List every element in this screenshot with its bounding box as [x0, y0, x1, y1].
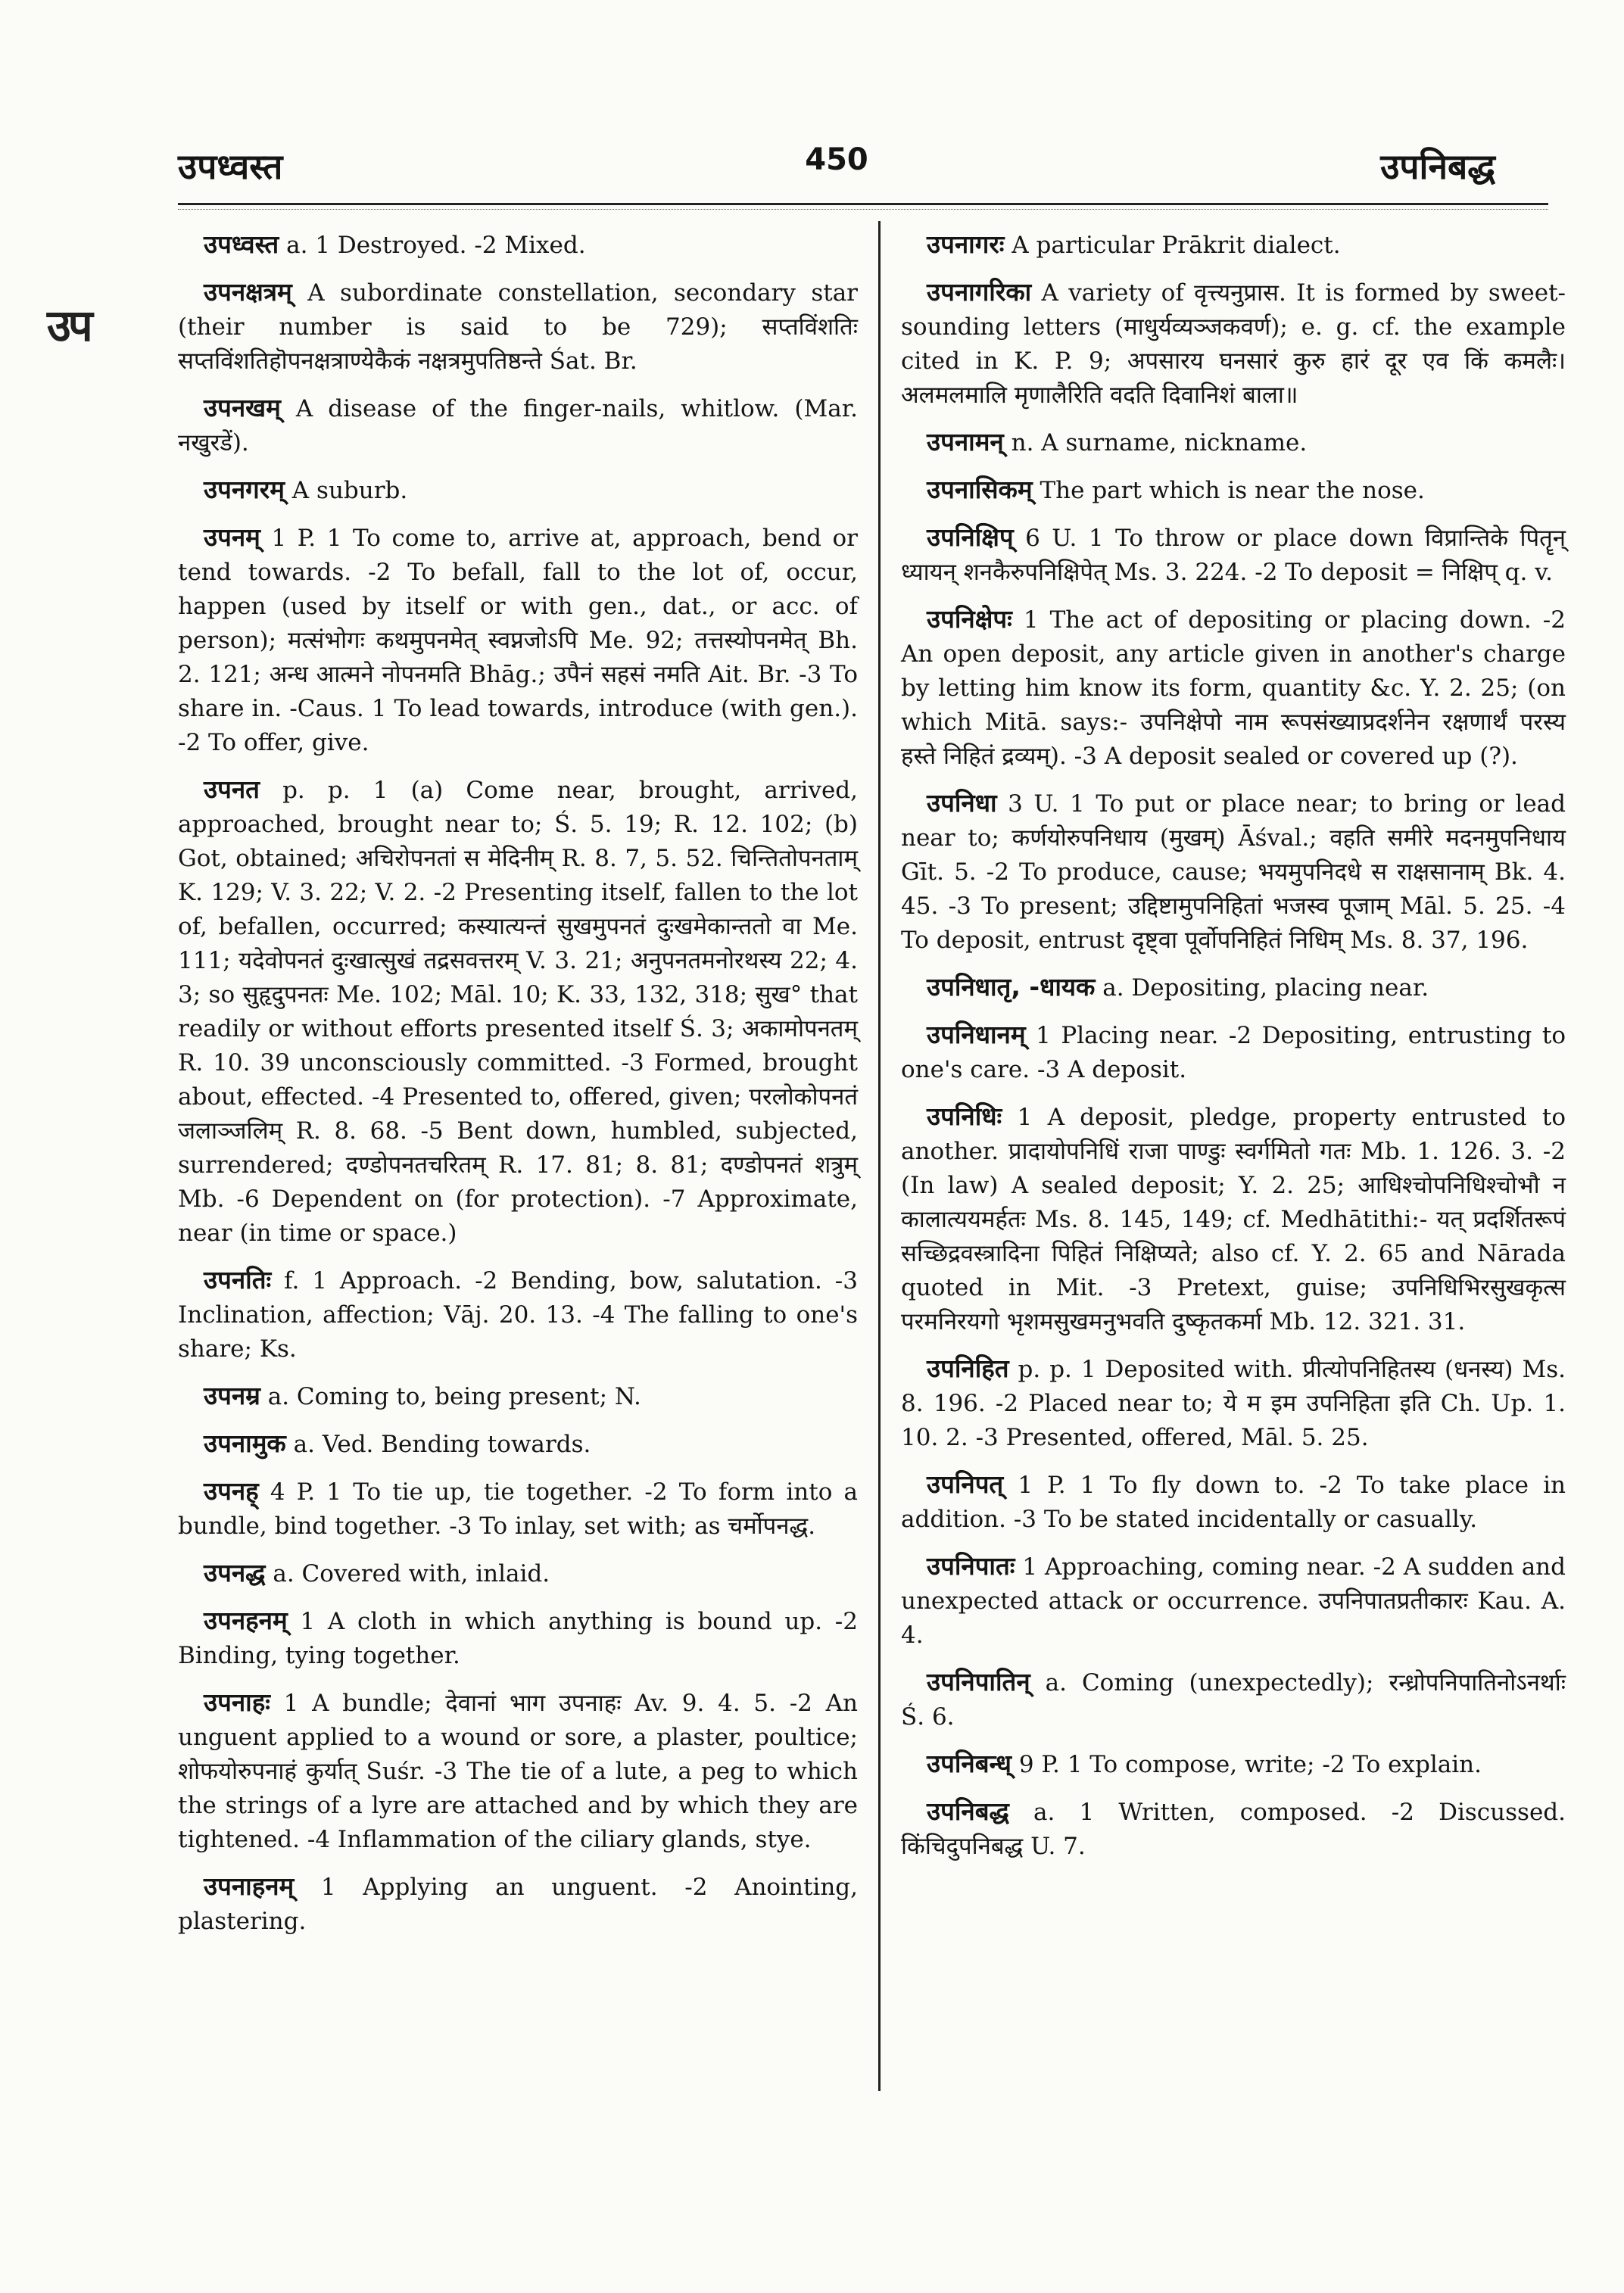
dictionary-entry — [178, 227, 858, 263]
entry-headword: उपनद्ध — [204, 1558, 266, 1587]
entry-headword: उपनामन् — [927, 427, 1004, 456]
entry-definition: p. p. 1 (a) Come near, brought, arrived, approached, brought near to; Ś. 5. 19; R. 12. 102; (b) Got, obtained; अचिरोपनतां स मेदिनीम् R. 8. 7, 5. 52. चिन्तितोपनताम् K. 129; V. 3. 22; V. 2. -2 Presenting itself, fallen to the lot of, befallen, occurred; कस्यात्यन्तं सुखमुपनतं दुःखमेकान्ततो वा Me. 111; यदेवोपनतं दुःखात्सुखं तद्रसवत्तरम् V. 3. 21; अनुपनतमनोरथस्य 22; 4. 3; so सुहृदुपनतः Me. 102; Māl. 10; K. 33, 132, 318; सुख° that readily or without efforts presented itself Ś. 3; अकामोपनतम् R. 10. 39 unconsciously committed. -3 Formed, brought about, effected. -4 Presented to, offered, given; परलोकोपनतं जलाञ्जलिम् R. 8. 68. -5 Bent down, humbled, subjected, surrendered; दण्डोपनतचरितम् R. 17. 81; 8. 81; दण्डोपनतं शत्रुम् Mb. -6 Dependent on (for protection). -7 Approximate, near (in time or space.) — [178, 777, 858, 1247]
entry-headword: उपनागरिका — [927, 277, 1032, 307]
entry-definition: 3 U. 1 To put or place near; to bring or lead near to; कर्णयोरुपनिधाय (मुखम्) Āśval.; वहति समीरे मदनमुपनिधाय Gīt. 5. -2 To produce, cause; भयमुपनिदधे स राक्षसानाम् Bk. 4. 45. -3 To present; उद्दिष्टामुपनिहितां भजस्व पूजाम् Māl. 5. 25. -4 To deposit, entrust दृष्ट्वा पूर्वोपनिहितं निधिम् Ms. 8. 37, 196. — [901, 790, 1566, 954]
entry-headword: उपनक्षत्रम् — [204, 277, 292, 307]
dictionary-entry — [178, 391, 858, 460]
dictionary-entry — [178, 772, 858, 1251]
entry-headword: उपनगरम् — [204, 475, 285, 504]
entry-headword: उपनाहनम् — [204, 1871, 295, 1901]
column-divider — [878, 221, 881, 2091]
dictionary-entry — [901, 602, 1566, 774]
entry-definition: A subordinate constellation, secondary star (their number is said to be 729); सप्तविंशतिः सप्तविंशतिहॊपनक्षत्राण्येकैकं नक्षत्रमुपतिष्ठन्ते Śat. Br. — [178, 279, 858, 375]
entry-definition: a. Coming (unexpectedly); रन्ध्रोपनिपातिनोऽनर्थाः Ś. 6. — [901, 1669, 1566, 1731]
entry-headword: उपनत — [204, 774, 260, 804]
entry-definition: a. Ved. Bending towards. — [285, 1431, 591, 1458]
entry-definition: a. 1 Written, composed. -2 Discussed. किंचिदुपनिबद्ध U. 7. — [901, 1799, 1566, 1860]
entry-definition: a. 1 Destroyed. -2 Mixed. — [279, 232, 586, 259]
entry-headword: उपनिधिः — [927, 1101, 1002, 1131]
right-column — [901, 227, 1566, 1876]
entry-definition: 1 Applying an unguent. -2 Anointing, plastering. — [178, 1874, 858, 1935]
entry-definition: A suburb. — [284, 477, 408, 504]
entry-definition: a. Coming to, being present; N. — [260, 1383, 641, 1410]
dictionary-entry — [901, 425, 1566, 460]
dictionary-entry — [901, 275, 1566, 413]
dictionary-entry — [178, 1556, 858, 1591]
dictionary-entry — [901, 1746, 1566, 1782]
dictionary-entry — [178, 1474, 858, 1544]
entry-headword: उपनहनम् — [204, 1606, 288, 1635]
entry-definition: 1 Approaching, coming near. -2 A sudden and unexpected attack or occurrence. उपनिपातप्रतीकारः Kau. A. 4. — [901, 1553, 1566, 1649]
dictionary-entry — [901, 1549, 1566, 1653]
entry-headword: उपनिपत् — [927, 1469, 1004, 1499]
entry-definition: a. Depositing, placing near. — [1095, 974, 1429, 1002]
entry-headword: उपनासिकम् — [927, 475, 1033, 504]
dictionary-entry — [901, 786, 1566, 958]
entry-definition: 1 Placing near. -2 Depositing, entrusting to one's care. -3 A deposit. — [901, 1022, 1566, 1083]
entry-headword: उपनिबन्ध् — [927, 1749, 1011, 1778]
margin-thumb-index: उप — [47, 300, 90, 351]
entry-headword: उपनम् — [204, 522, 260, 552]
dictionary-entry — [178, 520, 858, 760]
entry-headword: उपनिधा — [927, 788, 997, 818]
entry-definition: p. p. 1 Deposited with. प्रीत्योपनिहितस्य (धनस्य) Ms. 8. 196. -2 Placed near to; ये म इम उपनिहिता इति Ch. Up. 1. 10. 2. -3 Presented, offered, Māl. 5. 25. — [901, 1356, 1566, 1451]
entry-headword: उपनिक्षेपः — [927, 604, 1012, 634]
entry-definition: 1 P. 1 To fly down to. -2 To take place in addition. -3 To be stated incidentally or casually. — [901, 1472, 1566, 1533]
entry-definition: 1 A bundle; देवानां भाग उपनाहः Av. 9. 4. 5. -2 An unguent applied to a wound or sore, a plaster, poultice; शोफयोरुपनाहं कुर्यात् Suśr. -3 The tie of a lute, a peg to which the strings of a lyre are attached and by which they are tightened. -4 Inflammation of the ciliary glands, stye. — [178, 1690, 858, 1853]
entry-definition: 1 A cloth in which anything is bound up. -2 Binding, tying together. — [178, 1608, 858, 1669]
page-number: 450 — [805, 142, 868, 177]
entry-headword: उपध्वस्त — [204, 229, 279, 259]
dictionary-entry — [901, 520, 1566, 590]
entry-definition: The part which is near the nose. — [1032, 477, 1425, 504]
dictionary-entry — [178, 1685, 858, 1857]
entry-definition: 6 U. 1 To throw or place down विप्रान्तिके पितॄन् ध्यायन् शनकैरुपनिक्षिपेत् Ms. 3. 224. -2 To deposit = निक्षिप् q. v. — [901, 525, 1566, 586]
left-column — [178, 227, 858, 1951]
entry-definition: n. A surname, nickname. — [1003, 429, 1308, 456]
page-header — [178, 142, 1495, 203]
entry-headword: उपनखम् — [204, 393, 281, 422]
dictionary-entry — [178, 1869, 858, 1939]
header-rule — [178, 203, 1548, 205]
entry-definition: 9 P. 1 To compose, write; -2 To explain. — [1011, 1751, 1482, 1778]
entry-definition: A particular Prākrit dialect. — [1004, 232, 1341, 259]
entry-definition: 4 P. 1 To tie up, tie together. -2 To form into a bundle, bind together. -3 To inlay, set with; as चर्मोपनद्ध. — [178, 1478, 858, 1540]
dictionary-entry — [901, 1794, 1566, 1864]
entry-headword: उपनाहः — [204, 1687, 270, 1717]
entry-headword: उपनिधातृ, -धायक — [927, 972, 1096, 1002]
entry-definition: A disease of the finger-nails, whitlow. (Mar. नखुरडें). — [178, 395, 858, 456]
entry-headword: उपनिपातः — [927, 1551, 1015, 1581]
dictionary-entry — [178, 1263, 858, 1366]
entry-headword: उपनिपातिन् — [927, 1667, 1030, 1696]
dictionary-entry — [901, 970, 1566, 1005]
dictionary-entry — [901, 472, 1566, 508]
dictionary-entry — [901, 1099, 1566, 1339]
entry-definition: 1 A deposit, pledge, property entrusted to another. प्रादायोपनिधिं राजा पाण्डुः स्वर्गमितो गतः Mb. 1. 126. 3. -2 (In law) A sealed deposit; Y. 2. 25; आधिश्चोपनिधिश्चोभौ न कालात्ययमर्हतः Ms. 8. 145, 149; cf. Medhātithi:- यत् प्रदर्शितरूपं सच्छिद्रवस्त्रादिना पिहितं निक्षिप्यते; also cf. Y. 2. 65 and Nārada quoted in Mit. -3 Pretext, guise; उपनिधिभिरसुखकृत्स परमनिरयगो भृशमसुखमनुभवति दुष्कृतकर्मा Mb. 12. 321. 31. — [901, 1104, 1566, 1335]
entry-headword: उपनतिः — [204, 1265, 272, 1294]
dictionary-entry — [901, 1351, 1566, 1455]
entry-headword: उपनागरः — [927, 229, 1005, 259]
entry-definition: A variety of वृत्त्यनुप्रास. It is formed by sweet-sounding letters (माधुर्यव्यञ्जकवर्ण); e. g. cf. the example cited in K. P. 9; अपसारय घनसारं कुरु हारं दूर एव किं कमलैः। अलमलमालि मृणालैरिति वदति दिवानिशं बाला॥ — [901, 279, 1566, 409]
dictionary-entry — [901, 1467, 1566, 1537]
entry-definition: 1 The act of depositing or placing down. -2 An open deposit, any article given in another's charge by letting him know its form, quantity &c. Y. 2. 25; (on which Mitā. says:- उपनिक्षेपो नाम रूपसंख्याप्रदर्शनेन रक्षणार्थं परस्य हस्ते निहितं द्रव्यम्). -3 A deposit sealed or covered up (?). — [901, 606, 1566, 770]
dictionary-entry — [178, 1379, 858, 1414]
header-rule-dotted — [178, 209, 1548, 210]
dictionary-entry — [901, 1017, 1566, 1087]
entry-definition: f. 1 Approach. -2 Bending, bow, salutation. -3 Inclination, affection; Vāj. 20. 13. -4 The falling to one's share; Ks. — [178, 1267, 858, 1363]
header-left-guide-word: उपध्वस्त — [178, 146, 283, 187]
dictionary-entry — [901, 1665, 1566, 1734]
entry-headword: उपनह् — [204, 1476, 259, 1506]
entry-headword: उपनिबद्ध — [927, 1796, 1009, 1826]
dictionary-entry — [178, 1603, 858, 1673]
dictionary-entry — [178, 275, 858, 379]
entry-headword: उपनम्र — [204, 1381, 260, 1410]
entry-definition: a. Covered with, inlaid. — [265, 1560, 550, 1587]
entry-headword: उपनामुक — [204, 1428, 286, 1458]
dictionary-entry — [178, 1426, 858, 1462]
entry-headword: उपनिधानम् — [927, 1020, 1026, 1049]
dictionary-entry — [178, 472, 858, 508]
entry-headword: उपनिक्षिप् — [927, 522, 1014, 552]
dictionary-entry — [901, 227, 1566, 263]
entry-headword: उपनिहित — [927, 1354, 1009, 1383]
header-right-guide-word: उपनिबद्ध — [1380, 146, 1495, 187]
entry-definition: 1 P. 1 To come to, arrive at, approach, bend or tend towards. -2 To befall, fall to the lot of, occur, happen (used by itself or with gen., dat., or acc. of person); मत्संभोगः कथमुपनमेत् स्वप्नजोऽपि Me. 92; तत्तस्योपनमेत् Bh. 2. 121; अन्ध आत्मने नोपनमति Bhāg.; उपैनं सहसं नमति Ait. Br. -3 To share in. -Caus. 1 To lead towards, introduce (with gen.). -2 To offer, give. — [178, 525, 858, 756]
